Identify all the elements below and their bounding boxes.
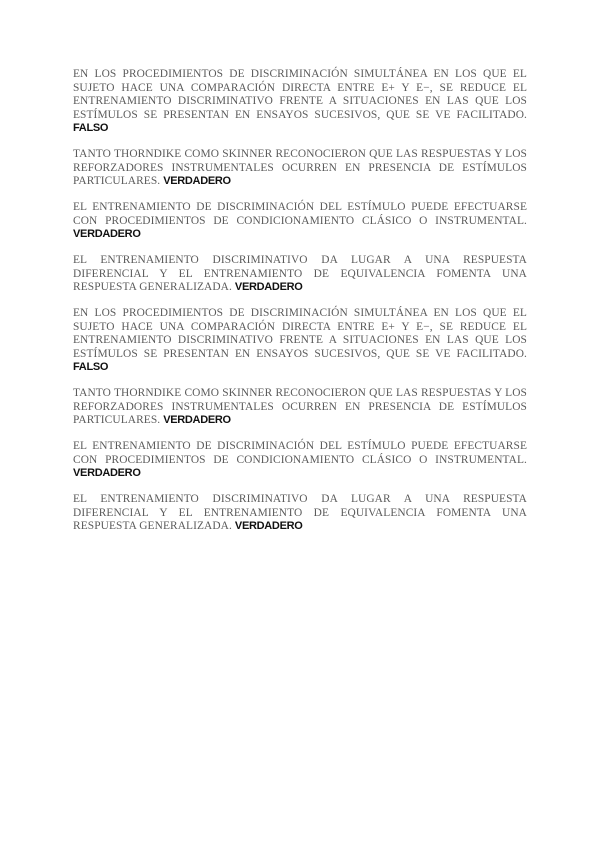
statement-text: EL ENTRENAMIENTO DE DISCRIMINACIÓN DEL ESTÍMULO PUEDE EFECTUARSE CON PROCEDIMIENTOS DE CONDICIONAMIENTO CLÁSICO O INSTRUMENTAL. — [73, 440, 527, 466]
statement-text: EL ENTRENAMIENTO DISCRIMINATIVO DA LUGAR A UNA RESPUESTA DIFERENCIAL Y EL ENTRENAMIENTO DE EQUIVALENCIA FOMENTA UNA RESPUESTA GENERALIZADA. — [73, 254, 527, 293]
statement-text: TANTO THORNDIKE COMO SKINNER RECONOCIERON QUE LAS RESPUESTAS Y LOS REFORZADORES INSTRUMENTALES OCURREN EN PRESENCIA DE ESTÍMULOS PARTICULARES. — [73, 148, 527, 187]
statement-paragraph — [73, 493, 527, 534]
statement-text: TANTO THORNDIKE COMO SKINNER RECONOCIERON QUE LAS RESPUESTAS Y LOS REFORZADORES INSTRUMENTALES OCURREN EN PRESENCIA DE ESTÍMULOS PARTICULARES. — [73, 387, 527, 426]
answer-label: FALSO — [73, 361, 109, 373]
answer-label: VERDADERO — [163, 175, 231, 187]
statement-text: EL ENTRENAMIENTO DE DISCRIMINACIÓN DEL ESTÍMULO PUEDE EFECTUARSE CON PROCEDIMIENTOS DE CONDICIONAMIENTO CLÁSICO O INSTRUMENTAL. — [73, 201, 527, 227]
statement-paragraph — [73, 148, 527, 189]
answer-label: VERDADERO — [234, 520, 303, 532]
statement-text: EN LOS PROCEDIMIENTOS DE DISCRIMINACIÓN SIMULTÁNEA EN LOS QUE EL SUJETO HACE UNA COMPARACIÓN DIRECTA ENTRE E+ Y E−, SE REDUCE EL ENTRENAMIENTO DISCRIMINATIVO FRENTE A SITUACIONES EN LAS QUE LOS ESTÍMULOS SE PRESENTAN EN ENSAYOS SUCESIVOS, QUE SE VE FACILITADO. — [73, 68, 527, 121]
answer-label: VERDADERO — [73, 467, 141, 479]
statement-paragraph — [73, 68, 527, 136]
statement-text: EN LOS PROCEDIMIENTOS DE DISCRIMINACIÓN SIMULTÁNEA EN LOS QUE EL SUJETO HACE UNA COMPARACIÓN DIRECTA ENTRE E+ Y E−, SE REDUCE EL ENTRENAMIENTO DISCRIMINATIVO FRENTE A SITUACIONES EN LAS QUE LOS ESTÍMULOS SE PRESENTAN EN ENSAYOS SUCESIVOS, QUE SE VE FACILITADO. — [73, 307, 527, 360]
answer-label: FALSO — [73, 122, 109, 134]
statement-paragraph — [73, 440, 527, 481]
answer-label: VERDADERO — [234, 281, 303, 293]
statement-paragraph — [73, 387, 527, 428]
statement-paragraph — [73, 307, 527, 375]
statement-paragraph — [73, 254, 527, 295]
statement-paragraph — [73, 201, 527, 242]
document-page — [73, 68, 527, 546]
answer-label: VERDADERO — [163, 414, 231, 426]
answer-label: VERDADERO — [73, 228, 141, 240]
statement-text: EL ENTRENAMIENTO DISCRIMINATIVO DA LUGAR A UNA RESPUESTA DIFERENCIAL Y EL ENTRENAMIENTO DE EQUIVALENCIA FOMENTA UNA RESPUESTA GENERALIZADA. — [73, 493, 527, 532]
